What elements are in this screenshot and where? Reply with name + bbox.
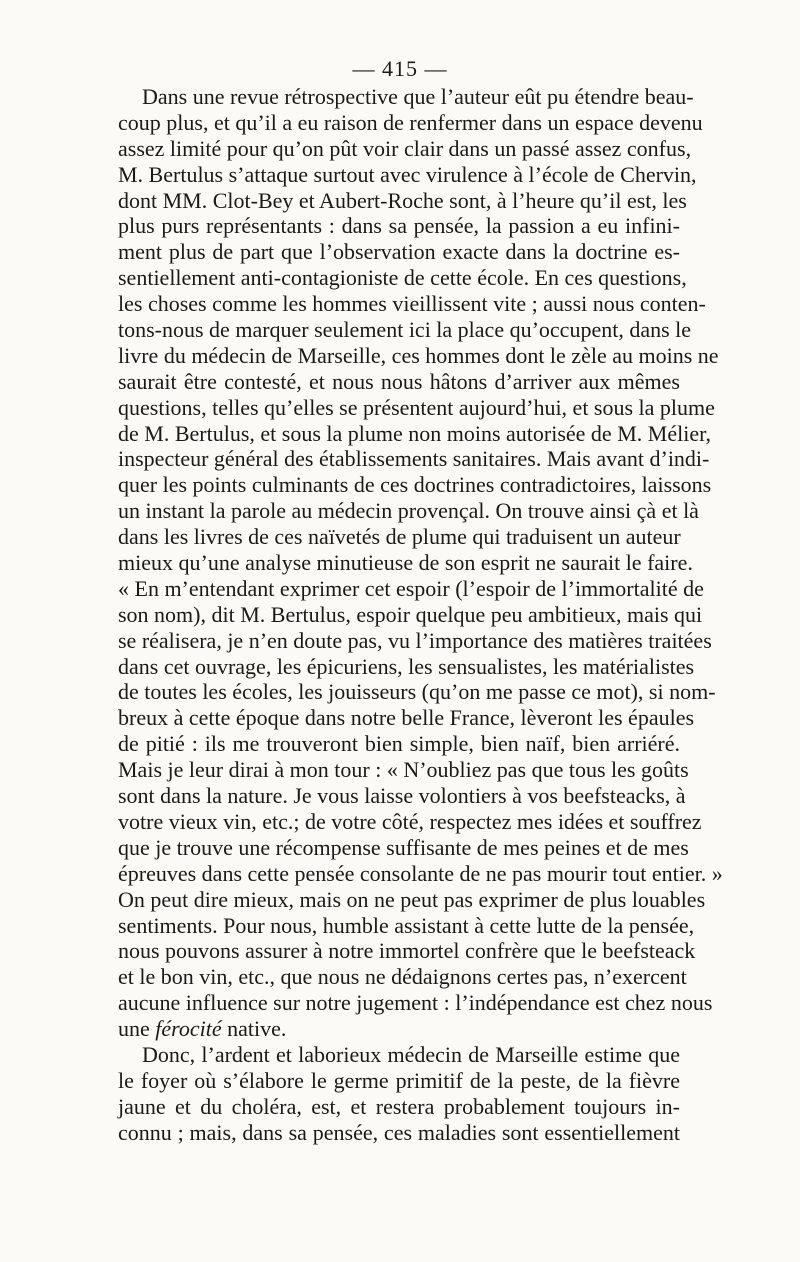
text-line: sentiellement anti-contagioniste de cette école. En ces questions, [118, 265, 687, 291]
text-line: de pitié : ils me trouveront bien simple, bien naïf, bien arriéré. [118, 731, 680, 757]
text-line: le foyer où s’élabore le germe primitif de la peste, de la fièvre [118, 1067, 680, 1093]
text-line: On peut dire mieux, mais on ne peut pas exprimer de plus louables [118, 886, 706, 912]
text-line: connu ; mais, dans sa pensée, ces maladies sont essentiellement [118, 1119, 680, 1145]
body-text [118, 84, 723, 1146]
text-line: sont dans la nature. Je vous laisse volontiers à vos beefsteacks, à [118, 783, 686, 809]
text-line: breux à cette époque dans notre belle France, lèveront les épaules [118, 705, 695, 731]
text-line: que je trouve une récompense suffisante de mes peines et de mes [118, 834, 689, 860]
text-line: de M. Bertulus, et sous la plume non moins autorisée de M. Mélier, [118, 420, 712, 446]
text-line: inspecteur général des établissements sanitaires. Mais avant d’indi- [118, 446, 710, 472]
text-line: jaune et du choléra, est, et restera probablement toujours in- [118, 1093, 680, 1119]
page-number: — 415 — [352, 56, 448, 81]
text-line: mieux qu’une analyse minutieuse de son esprit ne saurait le faire. [118, 550, 693, 576]
text-line: votre vieux vin, etc.; de votre côté, respectez mes idées et souffrez [118, 808, 702, 834]
text-line: nous pouvons assurer à notre immortel confrère que le beefsteack [118, 938, 696, 964]
text-fragment: native. [221, 1016, 287, 1042]
text-line: Dans une revue rétrospective que l’auteur eût pu étendre beau- [142, 84, 694, 109]
text-line: « En m’entendant exprimer cet espoir (l’espoir de l’immortalité de [118, 575, 704, 601]
text-line: Donc, l’ardent et laborieux médecin de Marseille estime que [142, 1041, 680, 1067]
text-line: sentiments. Pour nous, humble assistant à cette lutte de la pensée, [118, 912, 695, 938]
text-fragment: une [118, 1016, 156, 1042]
text-line: quer les points culminants de ces doctrines contradictoires, laissons [118, 472, 712, 498]
text-line: ment plus de part que l’observation exacte dans la doctrine es- [118, 239, 680, 265]
text-line: livre du médecin de Marseille, ces hommes dont le zèle au moins ne [118, 342, 719, 368]
text-line: saurait être contesté, et nous nous hâtons d’arriver aux mêmes [118, 368, 680, 394]
text-line: questions, telles qu’elles se présentent aujourd’hui, et sous la plume [118, 394, 715, 420]
text-line: plus purs représentants : dans sa pensée, la passion a eu infini- [118, 213, 680, 239]
text-line: dans les livres de ces naïvetés de plume qui traduisent un auteur [118, 524, 681, 550]
text-line: se réalisera, je n’en doute pas, vu l’importance des matières traitées [118, 627, 712, 653]
text-line: son nom), dit M. Bertulus, espoir quelque peu ambitieux, mais qui [118, 601, 703, 627]
text-line: Mais je leur dirai à mon tour : « N’oubliez pas que tous les goûts [118, 757, 689, 783]
text-line: aucune influence sur notre jugement : l’indépendance est chez nous [118, 990, 713, 1016]
text-line: de toutes les écoles, les jouisseurs (qu’on me passe ce mot), si nom- [118, 679, 716, 705]
text-line: les choses comme les hommes vieillissent vite ; aussi nous conten- [118, 291, 706, 317]
text-line: coup plus, et qu’il a eu raison de renfermer dans un espace devenu [118, 109, 703, 135]
text-line: M. Bertulus s’attaque surtout avec virulence à l’école de Chervin, [118, 161, 697, 187]
emphasized-word: férocité [155, 1016, 222, 1042]
text-line: et le bon vin, etc., que nous ne dédaignons certes pas, n’exercent [118, 964, 687, 990]
text-line: tons-nous de marquer seulement ici la place qu’occupent, dans le [118, 317, 692, 343]
text-line: épreuves dans cette pensée consolante de ne pas mourir tout entier. » [118, 860, 723, 886]
text-line: dans cet ouvrage, les épicuriens, les sensualistes, les matérialistes [118, 653, 695, 679]
text-line: un instant la parole au médecin provençal. On trouve ainsi çà et là [118, 498, 699, 524]
text-line: dont MM. Clot-Bey et Aubert-Roche sont, à l’heure qu’il est, les [118, 187, 687, 213]
text-line: assez limité pour qu’on pût voir clair dans un passé assez confus, [118, 135, 692, 161]
text-line [118, 1016, 680, 1042]
